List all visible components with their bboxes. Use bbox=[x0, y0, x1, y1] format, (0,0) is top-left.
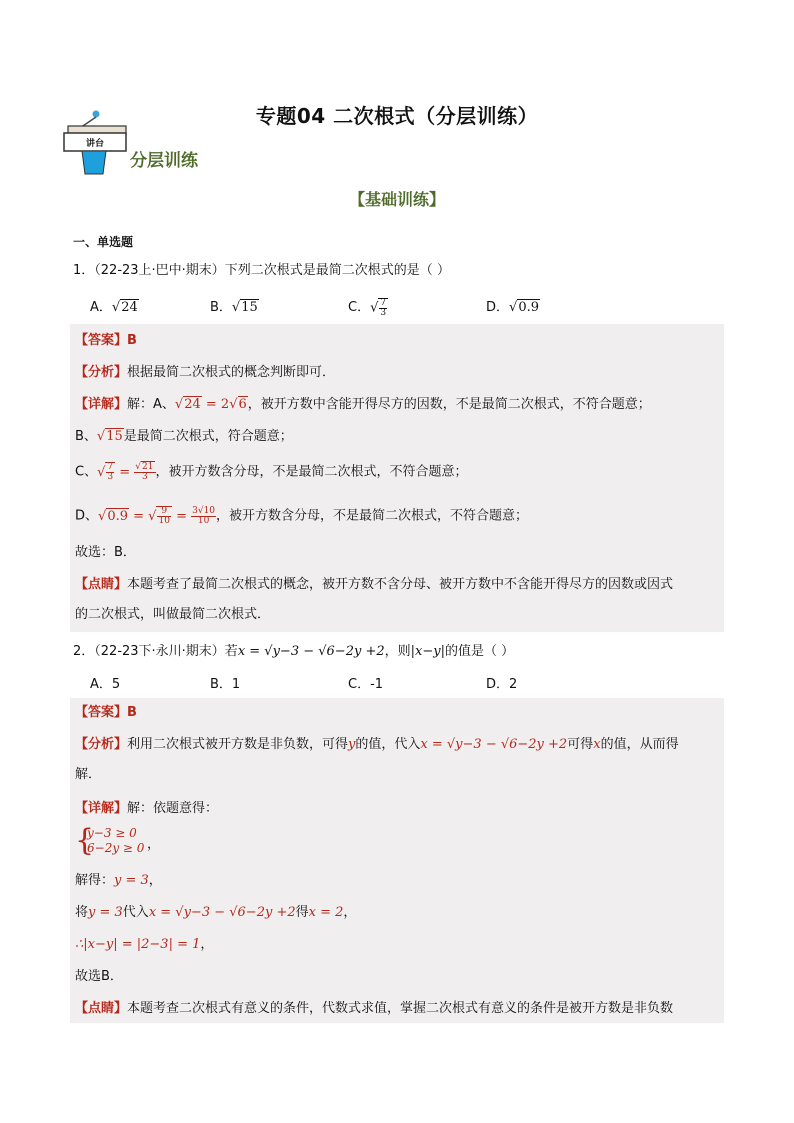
analysis-line-2: 解． bbox=[75, 767, 102, 782]
choose-line: 故选：B． bbox=[75, 545, 136, 560]
answer-line: 【答案】B bbox=[75, 705, 137, 720]
detail-line-3: C、√ $\frac{7}{3}$ = $\frac{√21}{3}$ ，被开方数含分母，不是最简二次根式，不符合题意； bbox=[75, 461, 468, 482]
choose-line: 故选B． bbox=[75, 969, 123, 984]
substitute-line: 将y = 3代入x = √y−3 − √6−2y +2得x = 2， bbox=[75, 905, 357, 920]
option-b: B．1 bbox=[210, 677, 241, 692]
section-heading: 一、单选题 bbox=[73, 235, 134, 249]
comment-line-1: 【点睛】本题考查了最简二次根式的概念，被开方数不含分母、被开方数中不含能开得尽方的因数或因式 bbox=[75, 577, 674, 592]
detail-line-2: B、√15是最简二次根式，符合题意； bbox=[75, 429, 293, 444]
analysis-line-1: 【分析】利用二次根式被开方数是非负数，可得y的值，代入x = √y−3 − √6−2y +2可得x的值，从而得 bbox=[75, 737, 679, 752]
answer-line: 【答案】B bbox=[75, 333, 137, 348]
question-1-options bbox=[90, 296, 734, 318]
section-title: 【基础训练】 bbox=[348, 190, 445, 209]
detail-line-4: D、√0.9 = √ $\frac{9}{10}$ = $\frac{3√10}{10}$ ，被开方数含分母，不是最简二次根式，不符合题意； bbox=[75, 505, 529, 526]
detail-line-1: 【详解】解：A、√24 = 2√6，被开方数中含能开得尽方的因数，不是最简二次根式，不符合题意； bbox=[75, 397, 651, 412]
question-2-stem: 2．（22-23下·永川·期末）若x = √y−3 − √6−2y +2，则|x−y|的值是（ ） bbox=[73, 644, 515, 659]
comment-line-2: 的二次根式，叫做最简二次根式． bbox=[75, 607, 271, 622]
question-1-solution bbox=[70, 324, 724, 632]
result-line: ∴|x−y| = |2−3| = 1， bbox=[75, 937, 214, 952]
comment-line: 【点睛】本题考查二次根式有意义的条件，代数式求值，掌握二次根式有意义的条件是被开方数是非负数 bbox=[75, 1001, 674, 1016]
detail-line: 【详解】解：依题意得： bbox=[75, 801, 219, 816]
option-d: D．√0.9 bbox=[486, 300, 539, 315]
option-c: C．-1 bbox=[348, 677, 384, 692]
option-a: A．√24 bbox=[90, 300, 138, 315]
option-d: D．2 bbox=[486, 677, 518, 692]
question-2-options bbox=[90, 673, 734, 692]
page-title: 专题04 二次根式（分层训练） bbox=[255, 104, 539, 128]
layer-training-title: 分层训练 bbox=[130, 151, 198, 171]
question-1-stem: 1．（22-23上·巴中·期末）下列二次根式是最简二次根式的是（ ） bbox=[73, 263, 450, 278]
analysis-line: 【分析】根据最简二次根式的概念判断即可． bbox=[75, 365, 336, 380]
svg-text:讲台: 讲台 bbox=[85, 139, 105, 149]
inequality-system: { y−3 ≥ 0 6−2y ≥ 0 ， bbox=[75, 823, 161, 858]
option-b: B．√15 bbox=[210, 300, 258, 315]
option-a: A．5 bbox=[90, 677, 121, 692]
podium-logo-icon bbox=[60, 108, 130, 176]
option-c: C．√ $\frac{7}{3}$ bbox=[348, 297, 387, 318]
solve-line: 解得：y = 3， bbox=[75, 873, 162, 888]
question-2-solution bbox=[70, 698, 724, 1023]
